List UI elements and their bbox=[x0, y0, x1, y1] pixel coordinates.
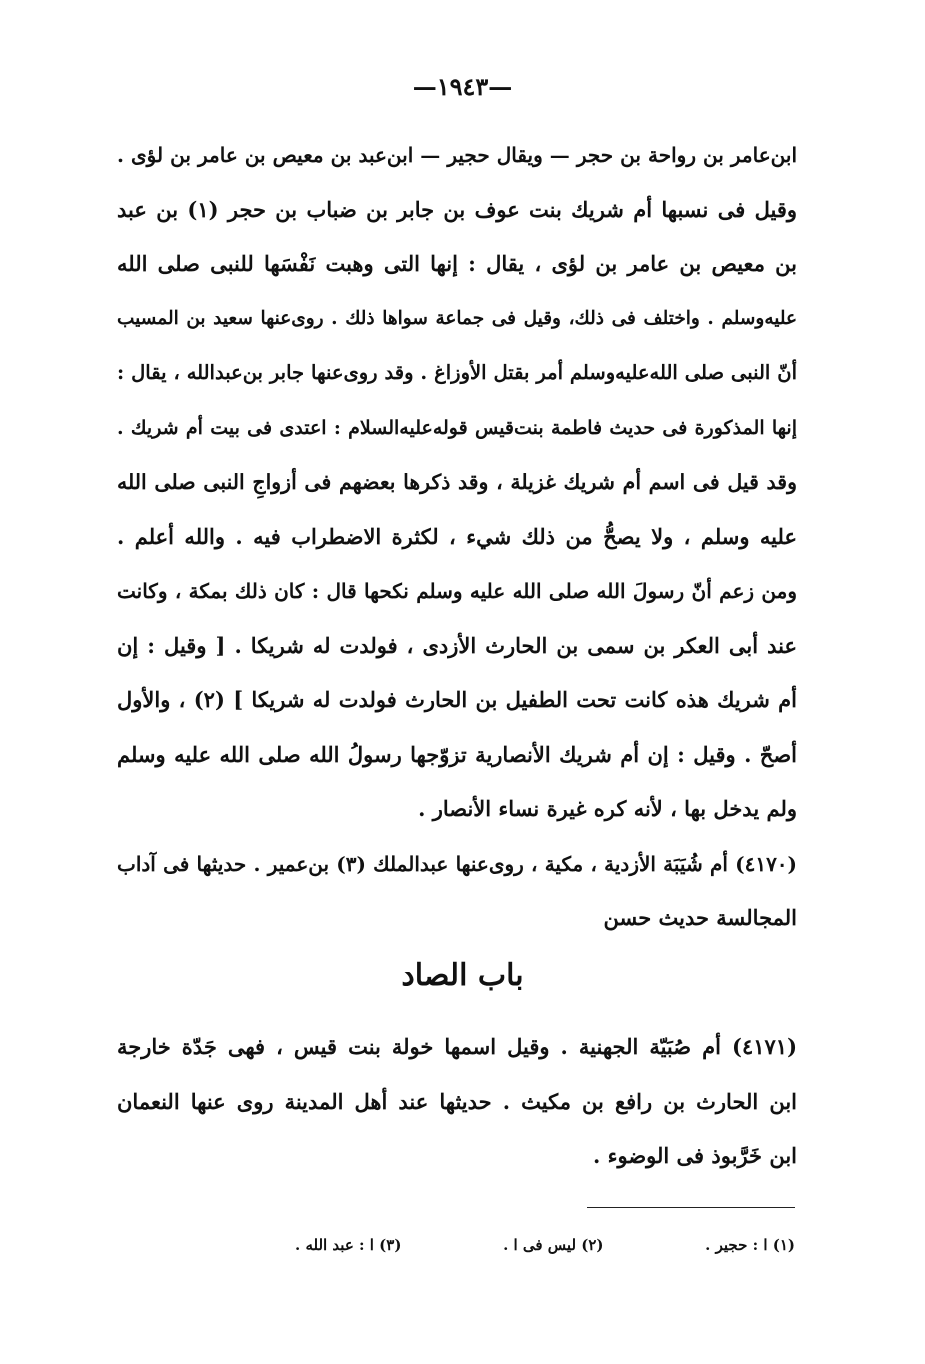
text-line: ابن خَرَّبوذ فى الوضوء . bbox=[592, 1143, 797, 1168]
text-line: وقد قيل فى اسم أم شريك غزيلة ، وقد ذكرها بعضهم فى أزواجِ النبى صلى الله bbox=[117, 470, 797, 494]
text-line: ومن زعم أنّ رسولَ الله صلى الله عليه وسلم نكحها قال : كان ذلك بمكة ، وكانت bbox=[117, 579, 797, 603]
text-line: وقيل فى نسبها أم شريك بنت عوف بن جابر بن ضباب بن حجر (١) بن عبد bbox=[117, 196, 797, 222]
section-heading: باب الصاد bbox=[401, 958, 524, 993]
footnotes bbox=[295, 1236, 795, 1254]
text-line: إنها المذكورة فى حديث فاطمة بنت‌قيس قوله‌عليه‌السلام : اعتدى فى بيت أم شريك . bbox=[117, 416, 797, 439]
entry-4170-line: المجالسة حديث حسن bbox=[603, 905, 797, 930]
text-line: أنّ النبى صلى الله‌عليه‌وسلم أمر بقتل الأوزاغ . وقد روى‌عنها جابر بن‌عبدالله ، يقال : bbox=[117, 361, 797, 384]
page-number: —١٩٤٣— bbox=[412, 72, 513, 101]
entry-4170-line: (٤١٧٠) أم شُيَبَة الأزدية ، مكية ، روى‌عنها عبدالملك (٣) بن‌عمير . حديثها فى آداب bbox=[117, 851, 797, 876]
text-line: بن معيص بن عامر بن لؤى ، يقال : إنها التى وهبت نَفْسَها للنبى صلى الله bbox=[117, 251, 797, 276]
text-line: عليه وسلم ، ولا يصحُّ من ذلك شيء ، لكثرة الاضطراب فيه . والله أعلم . bbox=[117, 523, 797, 549]
entry-4171-block bbox=[117, 1020, 797, 1184]
footnote-1: (١) ا : حجير . bbox=[705, 1236, 795, 1254]
text-line: أصحّ . وقيل : إن أم شريك الأنصارية تزوّجها رسولُ الله صلى الله عليه وسلم bbox=[117, 741, 797, 767]
text-line: عند أبى العكر بن سمى بن الحارث الأزدى ، فولدت له شريكا . [ وقيل : إن bbox=[117, 632, 797, 658]
text-line: (٤١٧١) أم صُبَيّة الجهنية . وقيل اسمها خولة بنت قيس ، فهى جَدّة خارجة bbox=[117, 1034, 797, 1059]
text-line: أم شريك هذه كانت تحت الطفيل بن الحارث فولدت له شريكا ] (٢) ، والأول bbox=[117, 687, 797, 712]
text-line: ابن‌عامر بن رواحة بن حجر — ويقال حجير — ابن‌عبد بن معيص بن عامر بن لؤى . bbox=[117, 143, 797, 167]
footnote-divider bbox=[587, 1207, 795, 1208]
footnote-3: (٣) ا : عبد الله . bbox=[295, 1236, 402, 1254]
text-line: ابن الحارث بن رافع بن مكيث . حديثها عند أهل المدينة روى عنها النعمان bbox=[117, 1088, 797, 1114]
text-line: عليه‌وسلم . واختلف فى ذلك، وقيل فى جماعة سواها ذلك . روى‌عنها سعيد بن المسيب bbox=[117, 307, 797, 329]
main-text-block bbox=[117, 128, 797, 946]
footnote-2: (٢) ليس فى ا . bbox=[503, 1236, 604, 1254]
text-line: ولم يدخل بها ، لأنه كره غيرة نساء الأنصار . bbox=[418, 796, 797, 821]
